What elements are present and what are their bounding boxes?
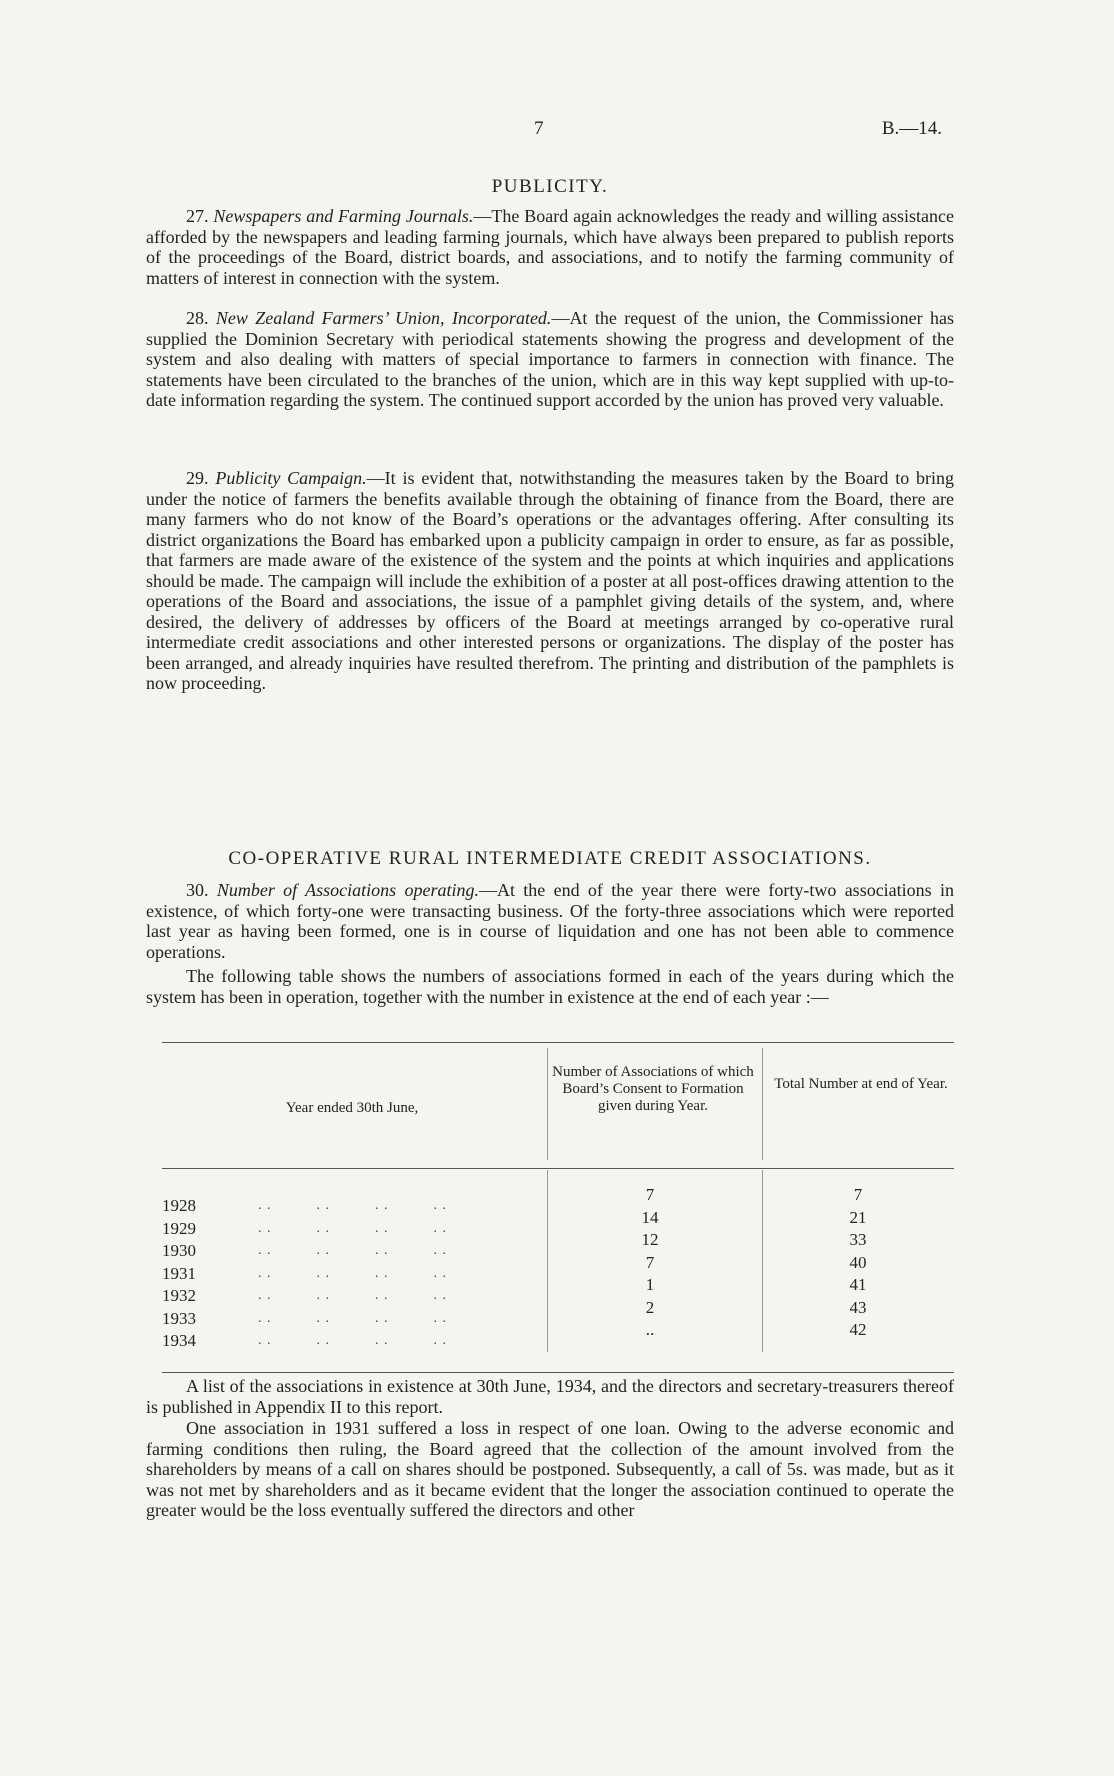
paragraph-29-text: —It is evident that, notwithstanding the measures taken by the Board to bring under the notice of farmers the benefits available through the obtaining of finance from the Board, there are many farmers who do not know of the Board’s operations or the advantages offering. After consulting its district organizations the Board has embarked upon a publicity campaign in order to ensure, as far as possible, that farmers are made aware of the existence of the system and the points at which inquiries and applications should be made. The campaign will include the exhibition of a poster at all post-offices drawing attention to the operations of the Board and associations, the issue of a pamphlet giving details of the system, and, where desired, the delivery of addresses by officers of the Board at meetings arranged by co-operative rural intermediate credit associations and other interested persons or organizations. The display of the poster has been arranged, and already inquiries have resulted therefrom. The printing and distribution of the pamphlets is now proceeding. — [146, 468, 955, 693]
paragraph-table-intro: The following table shows the numbers of associations formed in each of the years during which the system has been in operation, together with the number in existence at the end of each year :— — [146, 966, 954, 1007]
total-cell-1: 7 — [853, 1185, 863, 1204]
year-cell-7: 1934 — [162, 1331, 196, 1350]
formed-cell-2: 14 — [641, 1207, 659, 1227]
total-cell-4: 40 — [849, 1252, 867, 1272]
paragraph-27-title: Newspapers and Farming Journals. — [213, 206, 474, 226]
formed-cell-5: 1 — [645, 1275, 655, 1294]
table-divider-1-body — [547, 1170, 548, 1352]
publicity-heading: PUBLICITY. — [491, 176, 609, 197]
leader-dots: . . . . . . . . . . . . . . . . . . . . . . . . . . . . . . . . . . . . . . . . . . . . . . . . . . . . . . . . — [258, 1198, 447, 1348]
table-divider-2-body — [762, 1170, 763, 1352]
paragraph-29-number: 29. — [186, 468, 209, 488]
paragraph-loss: One association in 1931 suffered a loss in respect of one loan. Owing to the adverse economic and farming conditions then ruling, the Board agreed that the collection of the amount involved from the shareholders by means of a call on shares should be postponed. Subsequently, a call of 5s. was made, but as it was not met by shareholders and as it became evident that the longer the association continued to operate the greater would be the loss eventually suffered the directors and other — [146, 1418, 954, 1520]
paragraph-30-text: —At the end of the year there were forty-two associations in existence, of which forty-one were transacting business. Of the forty-three associations which were reported last year as having been formed, one is in course of liquidation and one has not been able to commence operations. — [146, 880, 955, 962]
year-cell-1: 1928 — [162, 1196, 196, 1215]
total-cell-3: 33 — [849, 1230, 867, 1249]
paragraph-27-text: —The Board again acknowledges the ready and willing assistance afforded by the newspapers and leading farming journals, which have always been prepared to publish reports of the proceedings of the Board, district boards, and associations, and to notify the farming community of matters of interest in connection with the system. — [146, 206, 955, 288]
formed-cell-7: .. — [645, 1320, 655, 1339]
formed-cell-6: 2 — [645, 1297, 655, 1317]
associations-heading: CO-OPERATIVE RURAL INTERMEDIATE CREDIT ASSOCIATIONS. — [228, 848, 872, 869]
formed-cell-1: 7 — [645, 1185, 655, 1204]
paragraph-28-number: 28. — [186, 308, 209, 328]
total-cell-7: 42 — [849, 1320, 867, 1339]
table-top-rule — [162, 1042, 954, 1043]
col-total-header: Total Number at end of Year. — [774, 1076, 948, 1092]
year-cell-2: 1929 — [162, 1218, 196, 1238]
col-formed-header: Number of Associations of which Board’s Consent to Formation given during Year. — [552, 1064, 754, 1114]
year-cell-5: 1932 — [162, 1286, 196, 1305]
year-cell-3: 1930 — [162, 1241, 196, 1260]
col-year-header: Year ended 30th June, — [285, 1100, 419, 1116]
year-column — [162, 1195, 196, 1353]
paragraph-28 — [146, 308, 954, 411]
paragraph-30-number: 30. — [186, 880, 209, 900]
year-cell-4: 1931 — [162, 1263, 196, 1283]
formed-cell-4: 7 — [645, 1252, 655, 1272]
paragraph-29 — [146, 468, 954, 694]
paragraph-30-title: Number of Associations operating. — [216, 880, 479, 900]
formed-column — [610, 1184, 690, 1342]
paragraph-30 — [146, 880, 954, 962]
paragraph-27-number: 27. — [186, 206, 209, 226]
page-reference: B.—14. — [881, 118, 942, 139]
paragraph-28-title: New Zealand Farmers’ Union, Incorporated. — [215, 308, 552, 328]
table-header-rule — [162, 1168, 954, 1169]
page-number: 7 — [534, 118, 544, 139]
paragraph-27 — [146, 206, 954, 288]
paragraph-29-title: Publicity Campaign. — [215, 468, 367, 488]
table-divider-2 — [762, 1048, 763, 1160]
total-cell-6: 43 — [849, 1297, 867, 1317]
total-cell-2: 21 — [849, 1207, 867, 1227]
total-cell-5: 41 — [849, 1275, 867, 1294]
table-bottom-rule — [162, 1372, 954, 1373]
total-column — [818, 1184, 898, 1342]
table-divider-1 — [547, 1048, 548, 1160]
paragraph-list: A list of the associations in existence at 30th June, 1934, and the directors and secretary-treasurers thereof is published in Appendix II to this report. — [146, 1376, 954, 1417]
paragraph-28-text: —At the request of the union, the Commissioner has supplied the Dominion Secretary with periodical statements showing the progress and development of the system and also dealing with matters of special importance to farmers in connection with finance. The statements have been circulated to the branches of the union, which are in this way kept supplied with up-to-date information regarding the system. The continued support accorded by the union has proved very valuable. — [146, 308, 954, 410]
formed-cell-3: 12 — [641, 1230, 659, 1249]
year-cell-6: 1933 — [162, 1308, 196, 1328]
